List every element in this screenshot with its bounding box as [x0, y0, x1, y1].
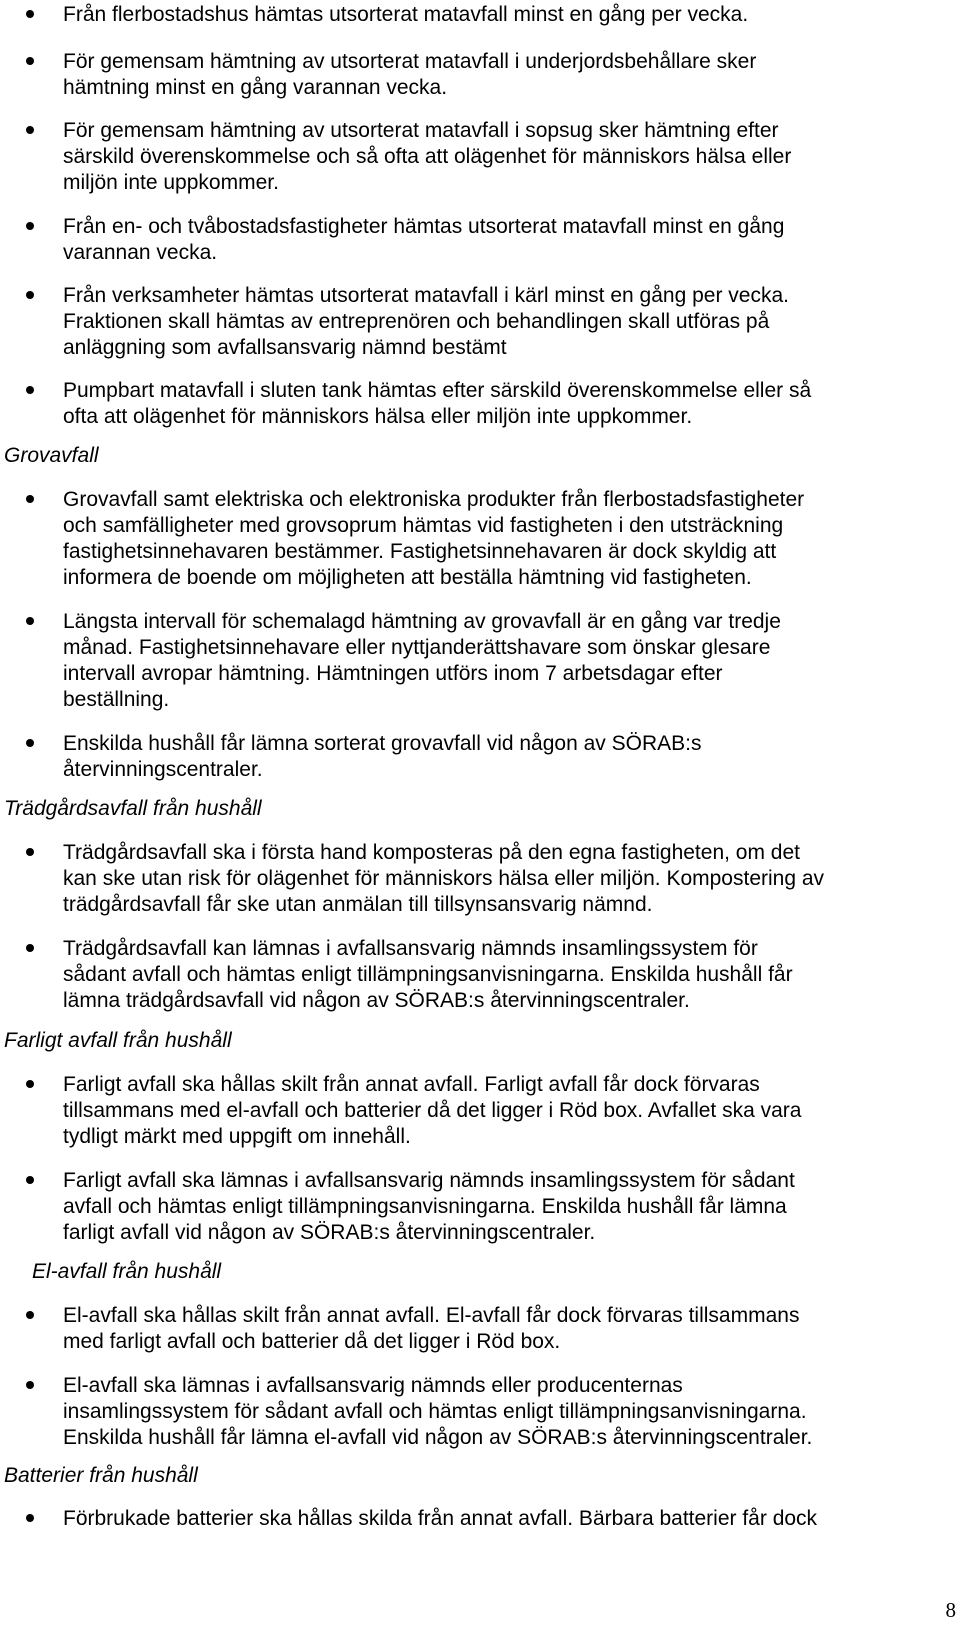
list-item-line: fastighetsinnehavaren bestämmer. Fastighetsinnehavaren är dock skyldig att — [63, 540, 777, 563]
bullet — [26, 495, 34, 503]
list-item-line: avfall och hämtas enligt tillämpningsanvisningarna. Enskilda hushåll får lämna — [63, 1195, 787, 1218]
list-item-line: sådant avfall och hämtas enligt tillämpningsanvisningarna. Enskilda hushåll får — [63, 963, 793, 986]
bullet — [26, 944, 34, 952]
list-item-line: och samfälligheter med grovsoprum hämtas vid fastigheten i den utsträckning — [63, 514, 784, 537]
list-item-line: Grovavfall samt elektriska och elektroniska produkter från flerbostadsfastigheter — [63, 488, 805, 511]
list-item-line: tillsammans med el-avfall och batterier då det ligger i Röd box. Avfallet ska vara — [63, 1099, 802, 1122]
section-heading-grovavfall: Grovavfall — [4, 444, 99, 467]
list-item-line: tydligt märkt med uppgift om innehåll. — [63, 1125, 411, 1148]
section-heading-tradgardsavfall: Trädgårdsavfall från hushåll — [4, 797, 262, 820]
list-item-line: särskild överenskommelse och så ofta att olägenhet för människors hälsa eller — [63, 145, 792, 168]
list-item-line: återvinningscentraler. — [63, 758, 263, 781]
section-heading-farligt-avfall: Farligt avfall från hushåll — [4, 1029, 232, 1052]
bullet — [26, 1514, 34, 1522]
bullet — [26, 848, 34, 856]
bullet — [26, 1080, 34, 1088]
list-item-line: El-avfall ska lämnas i avfallsansvarig nämnds eller producenternas — [63, 1374, 683, 1397]
bullet — [26, 57, 34, 65]
list-item-line: insamlingssystem för sådant avfall och hämtas enligt tillämpningsanvisningarna. — [63, 1400, 807, 1423]
bullet — [26, 291, 34, 299]
list-item-line: farligt avfall vid någon av SÖRAB:s återvinningscentraler. — [63, 1221, 596, 1244]
bullet — [26, 617, 34, 625]
list-item-line: Farligt avfall ska hållas skilt från annat avfall. Farligt avfall får dock förvaras — [63, 1073, 760, 1096]
list-item-line: kan ske utan risk för olägenhet för människors hälsa eller miljön. Kompostering av — [63, 867, 825, 890]
list-item-line: Pumpbart matavfall i sluten tank hämtas efter särskild överenskommelse eller så — [63, 379, 812, 402]
bullet — [26, 1176, 34, 1184]
list-item-line: ofta att olägenhet för människors hälsa eller miljön inte uppkommer. — [63, 405, 693, 428]
section-heading-batterier: Batterier från hushåll — [4, 1464, 198, 1487]
list-item-line: För gemensam hämtning av utsorterat matavfall i underjordsbehållare sker — [63, 50, 757, 73]
list-item-line: Från flerbostadshus hämtas utsorterat matavfall minst en gång per vecka. — [63, 3, 749, 26]
list-item-line: miljön inte uppkommer. — [63, 171, 279, 194]
list-item-line: månad. Fastighetsinnehavare eller nyttjanderättshavare som önskar glesare — [63, 636, 771, 659]
list-item-line: Fraktionen skall hämtas av entreprenören och behandlingen skall utföras på — [63, 310, 770, 333]
list-item-line: trädgårdsavfall får ske utan anmälan till tillsynsansvarig nämnd. — [63, 893, 653, 916]
list-item-line: Farligt avfall ska lämnas i avfallsansvarig nämnds insamlingssystem för sådant — [63, 1169, 795, 1192]
list-item-line: informera de boende om möjligheten att beställa hämtning vid fastigheten. — [63, 566, 752, 589]
list-item-line: beställning. — [63, 688, 170, 711]
bullet — [26, 222, 34, 230]
list-item-line: intervall avropar hämtning. Hämtningen utförs inom 7 arbetsdagar efter — [63, 662, 723, 685]
section-heading-el-avfall: El-avfall från hushåll — [32, 1260, 222, 1283]
list-item-line: För gemensam hämtning av utsorterat matavfall i sopsug sker hämtning efter — [63, 119, 779, 142]
list-item-line: Längsta intervall för schemalagd hämtning av grovavfall är en gång var tredje — [63, 610, 781, 633]
bullet — [26, 386, 34, 394]
page-number: 8 — [945, 1598, 956, 1622]
bullet — [26, 1381, 34, 1389]
list-item-line: Från en- och tvåbostadsfastigheter hämtas utsorterat matavfall minst en gång — [63, 215, 785, 238]
list-item-line: Förbrukade batterier ska hållas skilda från annat avfall. Bärbara batterier får dock — [63, 1507, 818, 1530]
bullet — [26, 739, 34, 747]
bullet — [26, 1311, 34, 1319]
list-item-line: Trädgårdsavfall kan lämnas i avfallsansvarig nämnds insamlingssystem för — [63, 937, 758, 960]
list-item-line: varannan vecka. — [63, 241, 218, 264]
list-item-line: Från verksamheter hämtas utsorterat matavfall i kärl minst en gång per vecka. — [63, 284, 789, 307]
list-item-line: hämtning minst en gång varannan vecka. — [63, 76, 448, 99]
list-item-line: anläggning som avfallsansvarig nämnd bestämt — [63, 336, 507, 359]
list-item-line: lämna trädgårdsavfall vid någon av SÖRAB:s återvinningscentraler. — [63, 989, 690, 1012]
list-item-line: El-avfall ska hållas skilt från annat avfall. El-avfall får dock förvaras tillsammans — [63, 1304, 800, 1327]
list-item-line: med farligt avfall och batterier då det ligger i Röd box. — [63, 1330, 561, 1353]
bullet — [26, 10, 34, 18]
list-item-line: Trädgårdsavfall ska i första hand komposteras på den egna fastigheten, om det — [63, 841, 800, 864]
bullet — [26, 126, 34, 134]
list-item-line: Enskilda hushåll får lämna sorterat grovavfall vid någon av SÖRAB:s — [63, 732, 702, 755]
list-item-line: Enskilda hushåll får lämna el-avfall vid någon av SÖRAB:s återvinningscentraler. — [63, 1426, 813, 1449]
